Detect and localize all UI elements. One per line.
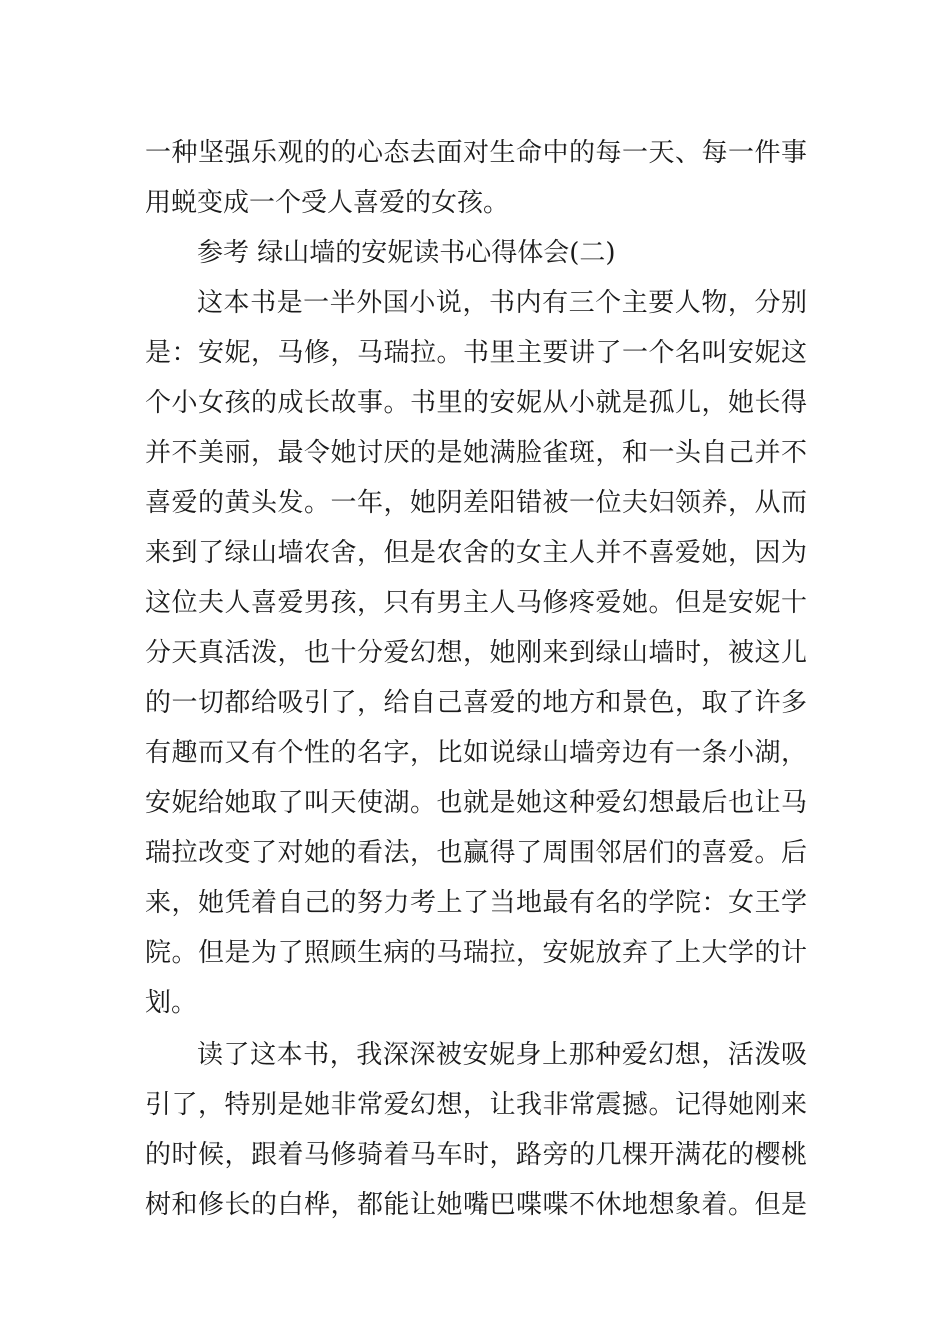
paragraph-line: 来，她凭着自己的努力考上了当地最有名的学院：女王学 [145,888,807,918]
paragraph-line: 引了，特别是她非常爱幻想，让我非常震撼。记得她刚来 [145,1090,807,1120]
paragraph-line: 安妮给她取了叫天使湖。也就是她这种爱幻想最后也让马 [145,788,807,818]
text-block-upper [145,128,807,1028]
paragraph-line: 划。 [145,988,198,1018]
paragraph-line: 这位夫人喜爱男孩，只有男主人马修疼爱她。但是安妮十 [145,588,807,618]
paragraph-line: 是：安妮，马修，马瑞拉。书里主要讲了一个名叫安妮这 [145,338,807,368]
paragraph-line: 读了这本书，我深深被安妮身上那种爱幻想，活泼吸 [197,1040,807,1070]
paragraph-line: 的一切都给吸引了，给自己喜爱的地方和景色，取了许多 [145,688,807,718]
paragraph-line: 来到了绿山墙农舍，但是农舍的女主人并不喜爱她，因为 [145,538,807,568]
text-block-lower [145,1030,807,1230]
paragraph-line: 一种坚强乐观的的心态去面对生命中的每一天、每一件事 [145,138,807,168]
paragraph-line: 院。但是为了照顾生病的马瑞拉，安妮放弃了上大学的计 [145,938,807,968]
paragraph-line: 分天真活泼，也十分爱幻想，她刚来到绿山墙时，被这儿 [145,638,807,668]
paragraph-line: 这本书是一半外国小说，书内有三个主要人物，分别 [197,288,807,318]
paragraph-line: 的时候，跟着马修骑着马车时，路旁的几棵开满花的樱桃 [145,1140,807,1170]
paragraph-line: 有趣而又有个性的名字，比如说绿山墙旁边有一条小湖， [145,738,807,768]
section-heading: 参考 绿山墙的安妮读书心得体会(二) [197,238,616,268]
paragraph-line: 喜爱的黄头发。一年，她阴差阳错被一位夫妇领养，从而 [145,488,807,518]
paragraph-line: 用蜕变成一个受人喜爱的女孩。 [145,188,510,218]
paragraph-line: 树和修长的白桦，都能让她嘴巴喋喋不休地想象着。但是 [145,1190,807,1220]
paragraph-line: 并不美丽，最令她讨厌的是她满脸雀斑，和一头自己并不 [145,438,807,468]
paragraph-line: 个小女孩的成长故事。书里的安妮从小就是孤儿，她长得 [145,388,807,418]
paragraph-line: 瑞拉改变了对她的看法，也赢得了周围邻居们的喜爱。后 [145,838,807,868]
